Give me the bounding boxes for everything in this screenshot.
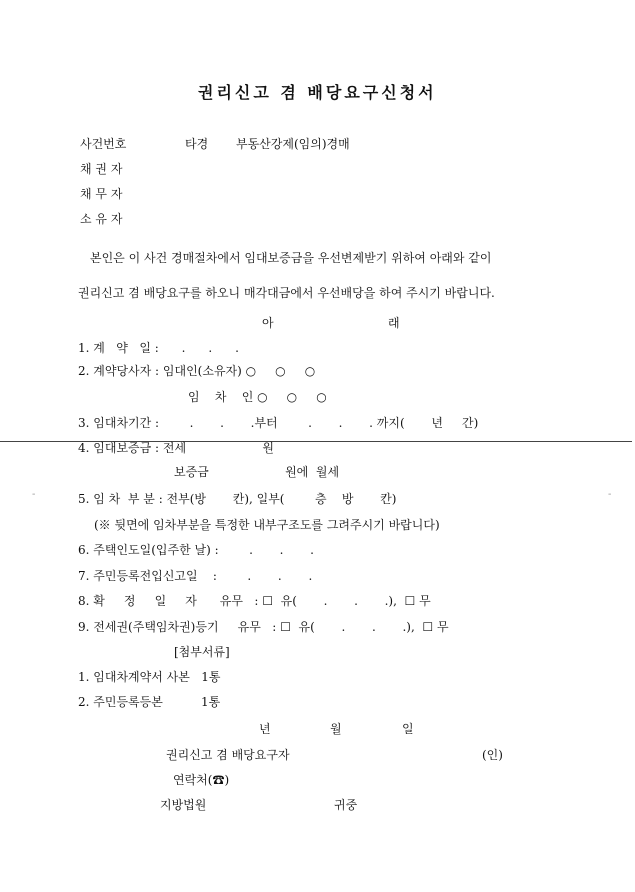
margin-mark-left: -: [32, 489, 36, 500]
below-label-a: 아: [262, 316, 274, 330]
margin-mark-right: -: [608, 489, 612, 500]
below-label-rae: 래: [388, 316, 400, 330]
court-abbr: 타경: [185, 137, 209, 151]
case-type: 부동산강제(임의)경매: [236, 137, 350, 151]
date-day: 일: [402, 722, 414, 736]
owner-label: 소 유 자: [80, 212, 123, 226]
court-gwijung: 귀중: [334, 798, 358, 812]
court-name: 지방법원: [160, 798, 207, 812]
contact-label: 연락처(☎): [173, 773, 230, 787]
item-deposit-monthly: 보증금 원에 월세: [174, 465, 340, 479]
date-month: 월: [330, 722, 342, 736]
item-lease-period: 3. 임대차기간 : . . .부터 . . . 까지( 년 간): [78, 416, 479, 430]
item-resident-registration: 7. 주민등록전입신고일 : . . .: [78, 569, 313, 583]
item-leased-portion: 5. 임 차 부 분 : 전부(방 칸), 일부( 층 방 칸): [78, 492, 397, 506]
intro-line-2: 권리신고 겸 배당요구를 하오니 매각대금에서 우선배당을 하여 주시기 바랍니다.: [78, 286, 495, 300]
item-fixed-date: 8. 확 정 일 자 유무 : ☐ 유( . . .), ☐ 무: [78, 594, 431, 608]
item-contract-parties: 2. 계약당사자 : 임대인(소유자) ○ ○ ○: [78, 364, 316, 378]
item-leased-portion-note: (※ 뒷면에 임차부분을 특정한 내부구조도를 그려주시기 바랍니다): [94, 518, 440, 532]
item-contract-date: 1. 계 약 일 : . . .: [78, 341, 239, 355]
item-lease-deposit: 4. 임대보증금 : 전세 원: [78, 441, 274, 455]
date-year: 년: [259, 722, 271, 736]
item-lease-registration: 9. 전세권(주택임차권)등기 유무 : ☐ 유( . . .), ☐ 무: [78, 620, 449, 634]
document-title: 권리신고 겸 배당요구신청서: [198, 83, 437, 102]
item-lessee: 임 차 인 ○ ○ ○: [188, 390, 327, 404]
applicant-label: 권리신고 겸 배당요구자: [166, 748, 290, 762]
item-move-in-date: 6. 주택인도일(입주한 날) : . . .: [78, 543, 314, 557]
case-number-label: 사건번호: [80, 137, 127, 151]
intro-line-1: 본인은 이 사건 경매절차에서 임대보증금을 우선변제받기 위하여 아래와 같이: [90, 251, 492, 265]
attachment-resident-copy: 2. 주민등록등본 1통: [78, 695, 221, 709]
attachments-header: [첨부서류]: [174, 645, 230, 659]
debtor-label: 채 무 자: [80, 187, 123, 201]
attachment-lease-contract: 1. 임대차계약서 사본 1통: [78, 670, 221, 684]
creditor-label: 채 권 자: [80, 162, 123, 176]
seal-mark: (인): [482, 748, 503, 762]
